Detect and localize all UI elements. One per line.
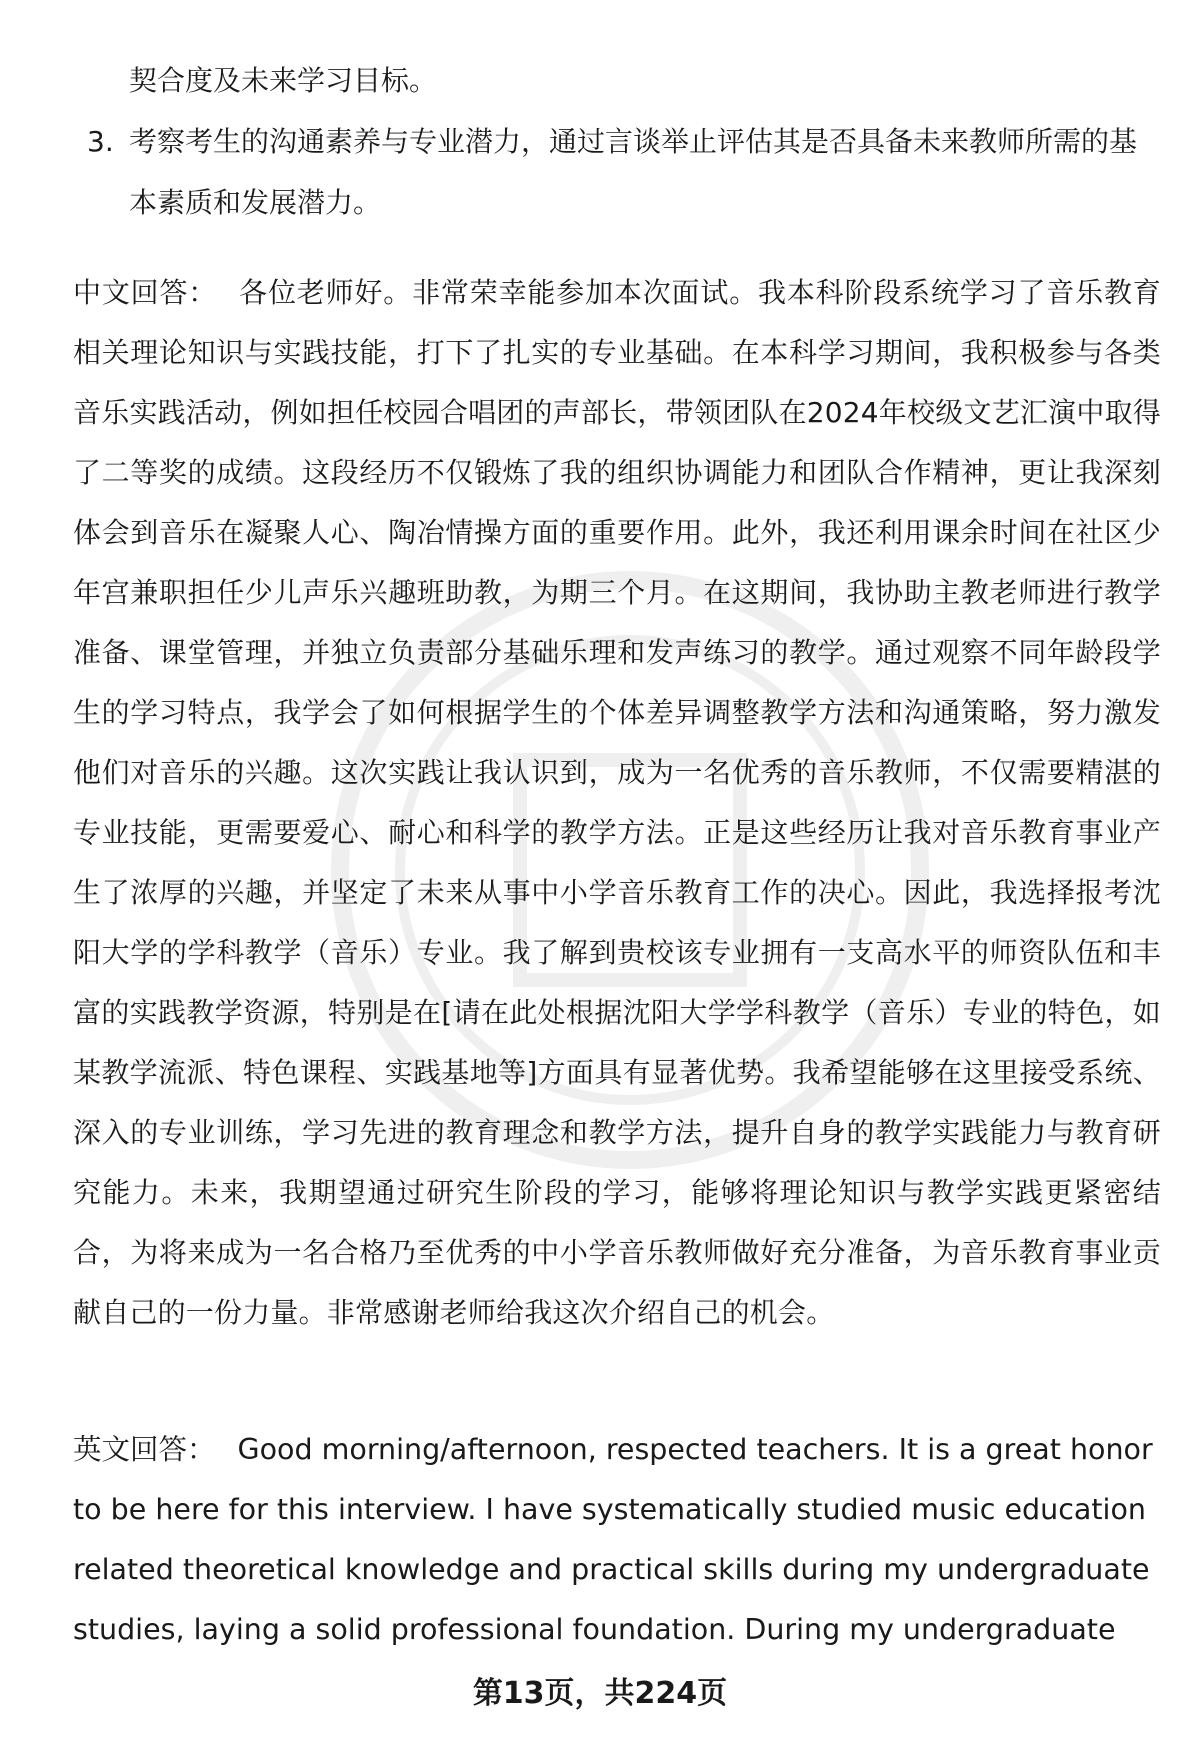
chinese-answer-text: 各位老师好。非常荣幸能参加本次面试。我本科阶段系统学习了音乐教育相关理论知识与实践技能，打下了扎实的专业基础。在本科学习期间，我积极参与各类音乐实践活动，例如担任校园合唱团的声部长，带领团队在2024年校级文艺汇演中取得了二等奖的成绩。这段经历不仅锻炼了我的组织协调能力和团队合作精神，更让我深刻体会到音乐在凝聚人心、陶冶情操方面的重要作用。此外，我还利用课余时间在社区少年宫兼职担任少儿声乐兴趣班助教，为期三个月。在这期间，我协助主教老师进行教学准备、课堂管理，并独立负责部分基础乐理和发声练习的教学。通过观察不同年龄段学生的学习特点，我学会了如何根据学生的个体差异调整教学方法和沟通策略，努力激发他们对音乐的兴趣。这次实践让我认识到，成为一名优秀的音乐教师，不仅需要精湛的专业技能，更需要爱心、耐心和科学的教学方法。正是这些经历让我对音乐教育事业产生了浓厚的兴趣，并坚定了未来从事中小学音乐教育工作的决心。因此，我选择报考沈阳大学的学科教学（音乐）专业。我了解到贵校该专业拥有一支高水平的师资队伍和丰富的实践教学资源，特别是在[请在此处根据沈阳大学学科教学（音乐）专业的特色，如某教学流派、特色课程、实践基地等]方面具有显著优势。我希望能够在这里接受系统、深入的专业训练，学习先进的教育理念和教学方法，提升自身的教学实践能力与教育研究能力。未来，我期望通过研究生阶段的学习，能够将理论知识与教学实践更紧密结合，为将来成为一名合格乃至优秀的中小学音乐教师做好充分准备，为音乐教育事业贡献自己的一份力量。非常感谢老师给我这次介绍自己的机会。	[73, 276, 1161, 1329]
list-item-text: 考察考生的沟通素养与专业潜力，通过言谈举止评估其是否具备未来教师所需的基本素质和发展潜力。	[129, 125, 1138, 219]
list-item-2-continuation: 契合度及未来学习目标。	[129, 64, 438, 97]
english-answer-paragraph	[73, 1420, 1153, 1660]
list-number: 3.	[87, 125, 114, 158]
list-item-3	[73, 111, 1153, 233]
criteria-list	[73, 50, 1153, 233]
chinese-answer-paragraph	[73, 263, 1161, 1343]
english-answer-label: 英文回答：	[73, 1433, 216, 1466]
page-number-footer: 第13页，共224页	[472, 1676, 728, 1711]
chinese-answer-label: 中文回答：	[73, 276, 218, 309]
english-answer-text: Good morning/afternoon, respected teachers. It is a great honor to be here for this interview. I have systematically studied music education related theoretical knowledge and practical skills during my undergraduate studies, laying a solid professional foundation. During my undergraduate	[73, 1433, 1153, 1646]
